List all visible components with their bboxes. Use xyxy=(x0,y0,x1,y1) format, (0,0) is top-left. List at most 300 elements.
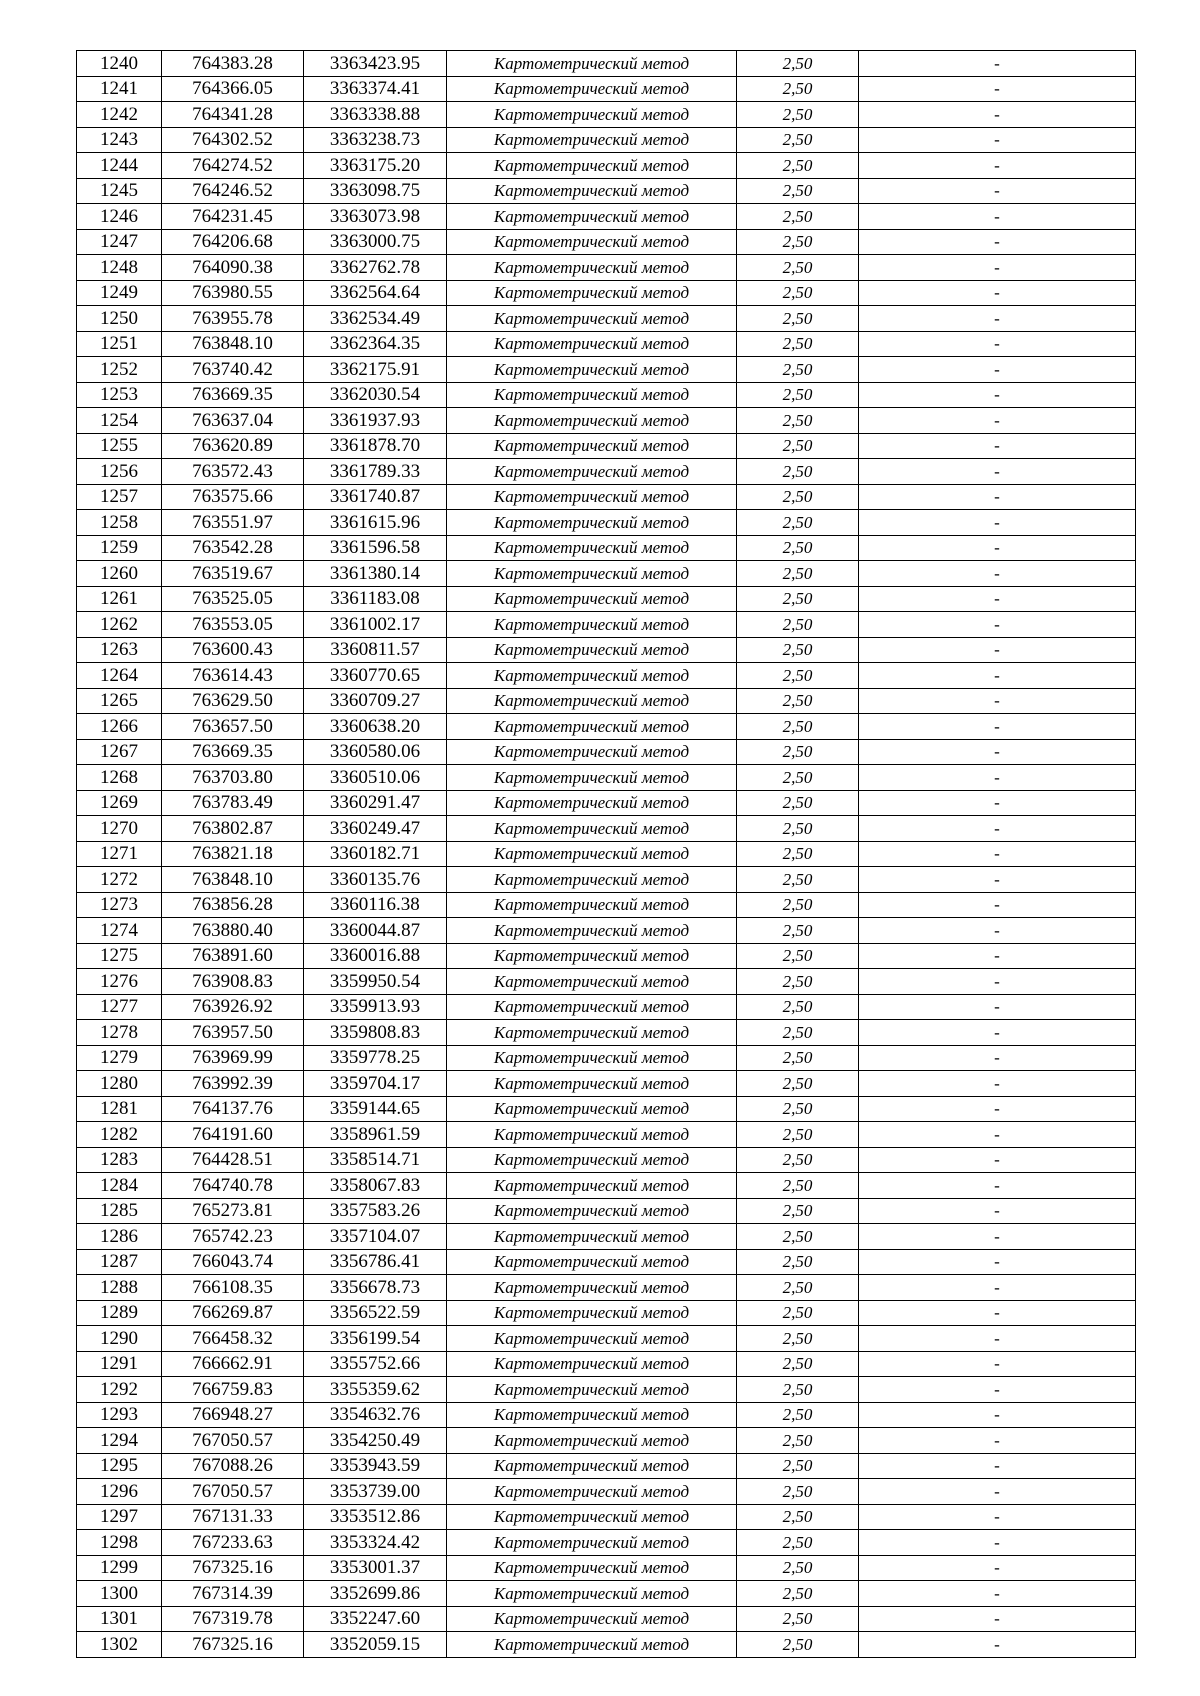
y-coordinate-cell: 3362762.78 xyxy=(304,255,447,281)
table-row xyxy=(77,739,1136,765)
accuracy-cell: 2,50 xyxy=(737,484,859,510)
x-coordinate-cell: 764740.78 xyxy=(162,1173,304,1199)
x-coordinate-cell: 763575.66 xyxy=(162,484,304,510)
x-coordinate-cell: 763957.50 xyxy=(162,1020,304,1046)
x-coordinate-cell: 765273.81 xyxy=(162,1198,304,1224)
x-coordinate-cell: 766043.74 xyxy=(162,1249,304,1275)
y-coordinate-cell: 3361789.33 xyxy=(304,459,447,485)
point-number-cell: 1278 xyxy=(77,1020,162,1046)
note-cell: - xyxy=(859,892,1136,918)
y-coordinate-cell: 3360580.06 xyxy=(304,739,447,765)
accuracy-cell: 2,50 xyxy=(737,1249,859,1275)
table-row xyxy=(77,943,1136,969)
method-cell: Картометрический метод xyxy=(447,1249,737,1275)
accuracy-cell: 2,50 xyxy=(737,102,859,128)
method-cell: Картометрический метод xyxy=(447,1428,737,1454)
method-cell: Картометрический метод xyxy=(447,1173,737,1199)
method-cell: Картометрический метод xyxy=(447,1632,737,1658)
note-cell: - xyxy=(859,918,1136,944)
point-number-cell: 1289 xyxy=(77,1300,162,1326)
method-cell: Картометрический метод xyxy=(447,306,737,332)
method-cell: Картометрический метод xyxy=(447,663,737,689)
y-coordinate-cell: 3361937.93 xyxy=(304,408,447,434)
point-number-cell: 1264 xyxy=(77,663,162,689)
table-row xyxy=(77,1147,1136,1173)
table-row xyxy=(77,229,1136,255)
accuracy-cell: 2,50 xyxy=(737,1428,859,1454)
method-cell: Картометрический метод xyxy=(447,1300,737,1326)
method-cell: Картометрический метод xyxy=(447,586,737,612)
x-coordinate-cell: 766662.91 xyxy=(162,1351,304,1377)
accuracy-cell: 2,50 xyxy=(737,1479,859,1505)
method-cell: Картометрический метод xyxy=(447,127,737,153)
point-number-cell: 1266 xyxy=(77,714,162,740)
point-number-cell: 1296 xyxy=(77,1479,162,1505)
accuracy-cell: 2,50 xyxy=(737,1275,859,1301)
table-row xyxy=(77,1632,1136,1658)
x-coordinate-cell: 764428.51 xyxy=(162,1147,304,1173)
x-coordinate-cell: 764366.05 xyxy=(162,76,304,102)
method-cell: Картометрический метод xyxy=(447,1096,737,1122)
note-cell: - xyxy=(859,1173,1136,1199)
point-number-cell: 1261 xyxy=(77,586,162,612)
accuracy-cell: 2,50 xyxy=(737,1020,859,1046)
x-coordinate-cell: 764302.52 xyxy=(162,127,304,153)
accuracy-cell: 2,50 xyxy=(737,153,859,179)
y-coordinate-cell: 3362534.49 xyxy=(304,306,447,332)
method-cell: Картометрический метод xyxy=(447,714,737,740)
note-cell: - xyxy=(859,1606,1136,1632)
x-coordinate-cell: 764137.76 xyxy=(162,1096,304,1122)
note-cell: - xyxy=(859,969,1136,995)
note-cell: - xyxy=(859,535,1136,561)
point-number-cell: 1255 xyxy=(77,433,162,459)
y-coordinate-cell: 3361002.17 xyxy=(304,612,447,638)
method-cell: Картометрический метод xyxy=(447,994,737,1020)
y-coordinate-cell: 3359950.54 xyxy=(304,969,447,995)
point-number-cell: 1300 xyxy=(77,1581,162,1607)
accuracy-cell: 2,50 xyxy=(737,561,859,587)
method-cell: Картометрический метод xyxy=(447,1402,737,1428)
point-number-cell: 1270 xyxy=(77,816,162,842)
note-cell: - xyxy=(859,1122,1136,1148)
method-cell: Картометрический метод xyxy=(447,765,737,791)
x-coordinate-cell: 763669.35 xyxy=(162,739,304,765)
note-cell: - xyxy=(859,1224,1136,1250)
method-cell: Картометрический метод xyxy=(447,1071,737,1097)
y-coordinate-cell: 3353943.59 xyxy=(304,1453,447,1479)
accuracy-cell: 2,50 xyxy=(737,1198,859,1224)
note-cell: - xyxy=(859,459,1136,485)
x-coordinate-cell: 763955.78 xyxy=(162,306,304,332)
y-coordinate-cell: 3361183.08 xyxy=(304,586,447,612)
table-row xyxy=(77,153,1136,179)
point-number-cell: 1246 xyxy=(77,204,162,230)
method-cell: Картометрический метод xyxy=(447,943,737,969)
accuracy-cell: 2,50 xyxy=(737,280,859,306)
method-cell: Картометрический метод xyxy=(447,1504,737,1530)
table-row xyxy=(77,1326,1136,1352)
accuracy-cell: 2,50 xyxy=(737,204,859,230)
note-cell: - xyxy=(859,867,1136,893)
accuracy-cell: 2,50 xyxy=(737,535,859,561)
x-coordinate-cell: 763848.10 xyxy=(162,867,304,893)
table-row xyxy=(77,459,1136,485)
table-row xyxy=(77,1275,1136,1301)
table-row xyxy=(77,714,1136,740)
note-cell: - xyxy=(859,688,1136,714)
note-cell: - xyxy=(859,229,1136,255)
x-coordinate-cell: 763740.42 xyxy=(162,357,304,383)
accuracy-cell: 2,50 xyxy=(737,1606,859,1632)
table-row xyxy=(77,76,1136,102)
method-cell: Картометрический метод xyxy=(447,867,737,893)
note-cell: - xyxy=(859,510,1136,536)
method-cell: Картометрический метод xyxy=(447,1453,737,1479)
accuracy-cell: 2,50 xyxy=(737,1173,859,1199)
y-coordinate-cell: 3354250.49 xyxy=(304,1428,447,1454)
method-cell: Картометрический метод xyxy=(447,1045,737,1071)
accuracy-cell: 2,50 xyxy=(737,586,859,612)
y-coordinate-cell: 3359704.17 xyxy=(304,1071,447,1097)
note-cell: - xyxy=(859,1402,1136,1428)
point-number-cell: 1265 xyxy=(77,688,162,714)
x-coordinate-cell: 764274.52 xyxy=(162,153,304,179)
method-cell: Картометрический метод xyxy=(447,790,737,816)
accuracy-cell: 2,50 xyxy=(737,178,859,204)
table-row xyxy=(77,586,1136,612)
y-coordinate-cell: 3363338.88 xyxy=(304,102,447,128)
y-coordinate-cell: 3363175.20 xyxy=(304,153,447,179)
x-coordinate-cell: 763600.43 xyxy=(162,637,304,663)
note-cell: - xyxy=(859,1020,1136,1046)
table-row xyxy=(77,433,1136,459)
x-coordinate-cell: 763856.28 xyxy=(162,892,304,918)
accuracy-cell: 2,50 xyxy=(737,331,859,357)
method-cell: Картометрический метод xyxy=(447,612,737,638)
method-cell: Картометрический метод xyxy=(447,1530,737,1556)
method-cell: Картометрический метод xyxy=(447,408,737,434)
point-number-cell: 1288 xyxy=(77,1275,162,1301)
note-cell: - xyxy=(859,357,1136,383)
y-coordinate-cell: 3353512.86 xyxy=(304,1504,447,1530)
x-coordinate-cell: 764090.38 xyxy=(162,255,304,281)
point-number-cell: 1294 xyxy=(77,1428,162,1454)
method-cell: Картометрический метод xyxy=(447,331,737,357)
note-cell: - xyxy=(859,943,1136,969)
note-cell: - xyxy=(859,51,1136,77)
method-cell: Картометрический метод xyxy=(447,688,737,714)
table-row xyxy=(77,790,1136,816)
note-cell: - xyxy=(859,1147,1136,1173)
table-row xyxy=(77,1555,1136,1581)
accuracy-cell: 2,50 xyxy=(737,1402,859,1428)
x-coordinate-cell: 763519.67 xyxy=(162,561,304,587)
point-number-cell: 1243 xyxy=(77,127,162,153)
note-cell: - xyxy=(859,1198,1136,1224)
table-row xyxy=(77,892,1136,918)
point-number-cell: 1260 xyxy=(77,561,162,587)
method-cell: Картометрический метод xyxy=(447,1122,737,1148)
note-cell: - xyxy=(859,1249,1136,1275)
note-cell: - xyxy=(859,1428,1136,1454)
point-number-cell: 1273 xyxy=(77,892,162,918)
y-coordinate-cell: 3360709.27 xyxy=(304,688,447,714)
accuracy-cell: 2,50 xyxy=(737,612,859,638)
x-coordinate-cell: 764191.60 xyxy=(162,1122,304,1148)
note-cell: - xyxy=(859,1581,1136,1607)
point-number-cell: 1299 xyxy=(77,1555,162,1581)
accuracy-cell: 2,50 xyxy=(737,816,859,842)
method-cell: Картометрический метод xyxy=(447,153,737,179)
note-cell: - xyxy=(859,306,1136,332)
x-coordinate-cell: 763969.99 xyxy=(162,1045,304,1071)
point-number-cell: 1272 xyxy=(77,867,162,893)
table-row xyxy=(77,510,1136,536)
table-row xyxy=(77,1479,1136,1505)
accuracy-cell: 2,50 xyxy=(737,1581,859,1607)
note-cell: - xyxy=(859,1377,1136,1403)
method-cell: Картометрический метод xyxy=(447,178,737,204)
point-number-cell: 1247 xyxy=(77,229,162,255)
x-coordinate-cell: 763551.97 xyxy=(162,510,304,536)
note-cell: - xyxy=(859,790,1136,816)
note-cell: - xyxy=(859,331,1136,357)
point-number-cell: 1263 xyxy=(77,637,162,663)
y-coordinate-cell: 3358067.83 xyxy=(304,1173,447,1199)
method-cell: Картометрический метод xyxy=(447,892,737,918)
table-row xyxy=(77,255,1136,281)
x-coordinate-cell: 763525.05 xyxy=(162,586,304,612)
table-row xyxy=(77,994,1136,1020)
point-number-cell: 1292 xyxy=(77,1377,162,1403)
accuracy-cell: 2,50 xyxy=(737,1504,859,1530)
accuracy-cell: 2,50 xyxy=(737,1326,859,1352)
table-row xyxy=(77,306,1136,332)
table-row xyxy=(77,484,1136,510)
point-number-cell: 1291 xyxy=(77,1351,162,1377)
accuracy-cell: 2,50 xyxy=(737,51,859,77)
table-row xyxy=(77,688,1136,714)
point-number-cell: 1280 xyxy=(77,1071,162,1097)
method-cell: Картометрический метод xyxy=(447,1606,737,1632)
accuracy-cell: 2,50 xyxy=(737,1530,859,1556)
method-cell: Картометрический метод xyxy=(447,229,737,255)
y-coordinate-cell: 3353001.37 xyxy=(304,1555,447,1581)
table-row xyxy=(77,918,1136,944)
y-coordinate-cell: 3363238.73 xyxy=(304,127,447,153)
method-cell: Картометрический метод xyxy=(447,841,737,867)
table-row xyxy=(77,204,1136,230)
y-coordinate-cell: 3360016.88 xyxy=(304,943,447,969)
y-coordinate-cell: 3359778.25 xyxy=(304,1045,447,1071)
point-number-cell: 1302 xyxy=(77,1632,162,1658)
accuracy-cell: 2,50 xyxy=(737,790,859,816)
table-row xyxy=(77,357,1136,383)
point-number-cell: 1274 xyxy=(77,918,162,944)
method-cell: Картометрический метод xyxy=(447,204,737,230)
note-cell: - xyxy=(859,1453,1136,1479)
x-coordinate-cell: 766269.87 xyxy=(162,1300,304,1326)
table-row xyxy=(77,1530,1136,1556)
y-coordinate-cell: 3362175.91 xyxy=(304,357,447,383)
accuracy-cell: 2,50 xyxy=(737,765,859,791)
x-coordinate-cell: 763703.80 xyxy=(162,765,304,791)
table-row xyxy=(77,1300,1136,1326)
x-coordinate-cell: 767050.57 xyxy=(162,1428,304,1454)
point-number-cell: 1240 xyxy=(77,51,162,77)
method-cell: Картометрический метод xyxy=(447,255,737,281)
note-cell: - xyxy=(859,586,1136,612)
y-coordinate-cell: 3360291.47 xyxy=(304,790,447,816)
accuracy-cell: 2,50 xyxy=(737,918,859,944)
method-cell: Картометрический метод xyxy=(447,561,737,587)
table-row xyxy=(77,1504,1136,1530)
x-coordinate-cell: 763657.50 xyxy=(162,714,304,740)
table-row xyxy=(77,280,1136,306)
note-cell: - xyxy=(859,765,1136,791)
point-number-cell: 1283 xyxy=(77,1147,162,1173)
method-cell: Картометрический метод xyxy=(447,1479,737,1505)
point-number-cell: 1262 xyxy=(77,612,162,638)
table-row xyxy=(77,1198,1136,1224)
table-row xyxy=(77,1071,1136,1097)
point-number-cell: 1248 xyxy=(77,255,162,281)
y-coordinate-cell: 3360770.65 xyxy=(304,663,447,689)
y-coordinate-cell: 3361878.70 xyxy=(304,433,447,459)
x-coordinate-cell: 766948.27 xyxy=(162,1402,304,1428)
method-cell: Картометрический метод xyxy=(447,357,737,383)
note-cell: - xyxy=(859,178,1136,204)
accuracy-cell: 2,50 xyxy=(737,994,859,1020)
y-coordinate-cell: 3360116.38 xyxy=(304,892,447,918)
y-coordinate-cell: 3360638.20 xyxy=(304,714,447,740)
y-coordinate-cell: 3359913.93 xyxy=(304,994,447,1020)
accuracy-cell: 2,50 xyxy=(737,76,859,102)
point-number-cell: 1275 xyxy=(77,943,162,969)
accuracy-cell: 2,50 xyxy=(737,892,859,918)
x-coordinate-cell: 766759.83 xyxy=(162,1377,304,1403)
method-cell: Картометрический метод xyxy=(447,816,737,842)
y-coordinate-cell: 3356522.59 xyxy=(304,1300,447,1326)
accuracy-cell: 2,50 xyxy=(737,943,859,969)
note-cell: - xyxy=(859,841,1136,867)
y-coordinate-cell: 3363374.41 xyxy=(304,76,447,102)
method-cell: Картометрический метод xyxy=(447,1351,737,1377)
accuracy-cell: 2,50 xyxy=(737,1096,859,1122)
method-cell: Картометрический метод xyxy=(447,51,737,77)
method-cell: Картометрический метод xyxy=(447,1198,737,1224)
table-row xyxy=(77,1173,1136,1199)
point-number-cell: 1252 xyxy=(77,357,162,383)
accuracy-cell: 2,50 xyxy=(737,306,859,332)
point-number-cell: 1244 xyxy=(77,153,162,179)
x-coordinate-cell: 767325.16 xyxy=(162,1555,304,1581)
y-coordinate-cell: 3357104.07 xyxy=(304,1224,447,1250)
accuracy-cell: 2,50 xyxy=(737,1351,859,1377)
x-coordinate-cell: 763821.18 xyxy=(162,841,304,867)
x-coordinate-cell: 767233.63 xyxy=(162,1530,304,1556)
coordinates-table xyxy=(76,50,1136,1658)
point-number-cell: 1295 xyxy=(77,1453,162,1479)
x-coordinate-cell: 763848.10 xyxy=(162,331,304,357)
y-coordinate-cell: 3361615.96 xyxy=(304,510,447,536)
x-coordinate-cell: 763908.83 xyxy=(162,969,304,995)
y-coordinate-cell: 3355359.62 xyxy=(304,1377,447,1403)
table-row xyxy=(77,1351,1136,1377)
x-coordinate-cell: 763629.50 xyxy=(162,688,304,714)
y-coordinate-cell: 3356199.54 xyxy=(304,1326,447,1352)
point-number-cell: 1276 xyxy=(77,969,162,995)
method-cell: Картометрический метод xyxy=(447,1326,737,1352)
method-cell: Картометрический метод xyxy=(447,1224,737,1250)
table-row xyxy=(77,765,1136,791)
accuracy-cell: 2,50 xyxy=(737,382,859,408)
accuracy-cell: 2,50 xyxy=(737,408,859,434)
method-cell: Картометрический метод xyxy=(447,918,737,944)
accuracy-cell: 2,50 xyxy=(737,1045,859,1071)
x-coordinate-cell: 763572.43 xyxy=(162,459,304,485)
y-coordinate-cell: 3363423.95 xyxy=(304,51,447,77)
method-cell: Картометрический метод xyxy=(447,76,737,102)
accuracy-cell: 2,50 xyxy=(737,229,859,255)
y-coordinate-cell: 3358514.71 xyxy=(304,1147,447,1173)
y-coordinate-cell: 3358961.59 xyxy=(304,1122,447,1148)
method-cell: Картометрический метод xyxy=(447,510,737,536)
x-coordinate-cell: 763620.89 xyxy=(162,433,304,459)
y-coordinate-cell: 3359144.65 xyxy=(304,1096,447,1122)
accuracy-cell: 2,50 xyxy=(737,969,859,995)
x-coordinate-cell: 763926.92 xyxy=(162,994,304,1020)
point-number-cell: 1250 xyxy=(77,306,162,332)
x-coordinate-cell: 767325.16 xyxy=(162,1632,304,1658)
table-row xyxy=(77,1045,1136,1071)
note-cell: - xyxy=(859,994,1136,1020)
note-cell: - xyxy=(859,102,1136,128)
table-row xyxy=(77,382,1136,408)
y-coordinate-cell: 3363000.75 xyxy=(304,229,447,255)
note-cell: - xyxy=(859,714,1136,740)
note-cell: - xyxy=(859,1045,1136,1071)
point-number-cell: 1251 xyxy=(77,331,162,357)
note-cell: - xyxy=(859,382,1136,408)
x-coordinate-cell: 764246.52 xyxy=(162,178,304,204)
table-row xyxy=(77,1377,1136,1403)
accuracy-cell: 2,50 xyxy=(737,357,859,383)
y-coordinate-cell: 3361596.58 xyxy=(304,535,447,561)
method-cell: Картометрический метод xyxy=(447,459,737,485)
point-number-cell: 1297 xyxy=(77,1504,162,1530)
y-coordinate-cell: 3355752.66 xyxy=(304,1351,447,1377)
point-number-cell: 1258 xyxy=(77,510,162,536)
accuracy-cell: 2,50 xyxy=(737,739,859,765)
method-cell: Картометрический метод xyxy=(447,1275,737,1301)
method-cell: Картометрический метод xyxy=(447,433,737,459)
table-row xyxy=(77,1606,1136,1632)
y-coordinate-cell: 3363098.75 xyxy=(304,178,447,204)
table-row xyxy=(77,1224,1136,1250)
y-coordinate-cell: 3353324.42 xyxy=(304,1530,447,1556)
y-coordinate-cell: 3352247.60 xyxy=(304,1606,447,1632)
accuracy-cell: 2,50 xyxy=(737,1122,859,1148)
y-coordinate-cell: 3360249.47 xyxy=(304,816,447,842)
y-coordinate-cell: 3356786.41 xyxy=(304,1249,447,1275)
note-cell: - xyxy=(859,76,1136,102)
x-coordinate-cell: 763553.05 xyxy=(162,612,304,638)
note-cell: - xyxy=(859,612,1136,638)
point-number-cell: 1259 xyxy=(77,535,162,561)
coordinates-table-body xyxy=(77,51,1136,1658)
